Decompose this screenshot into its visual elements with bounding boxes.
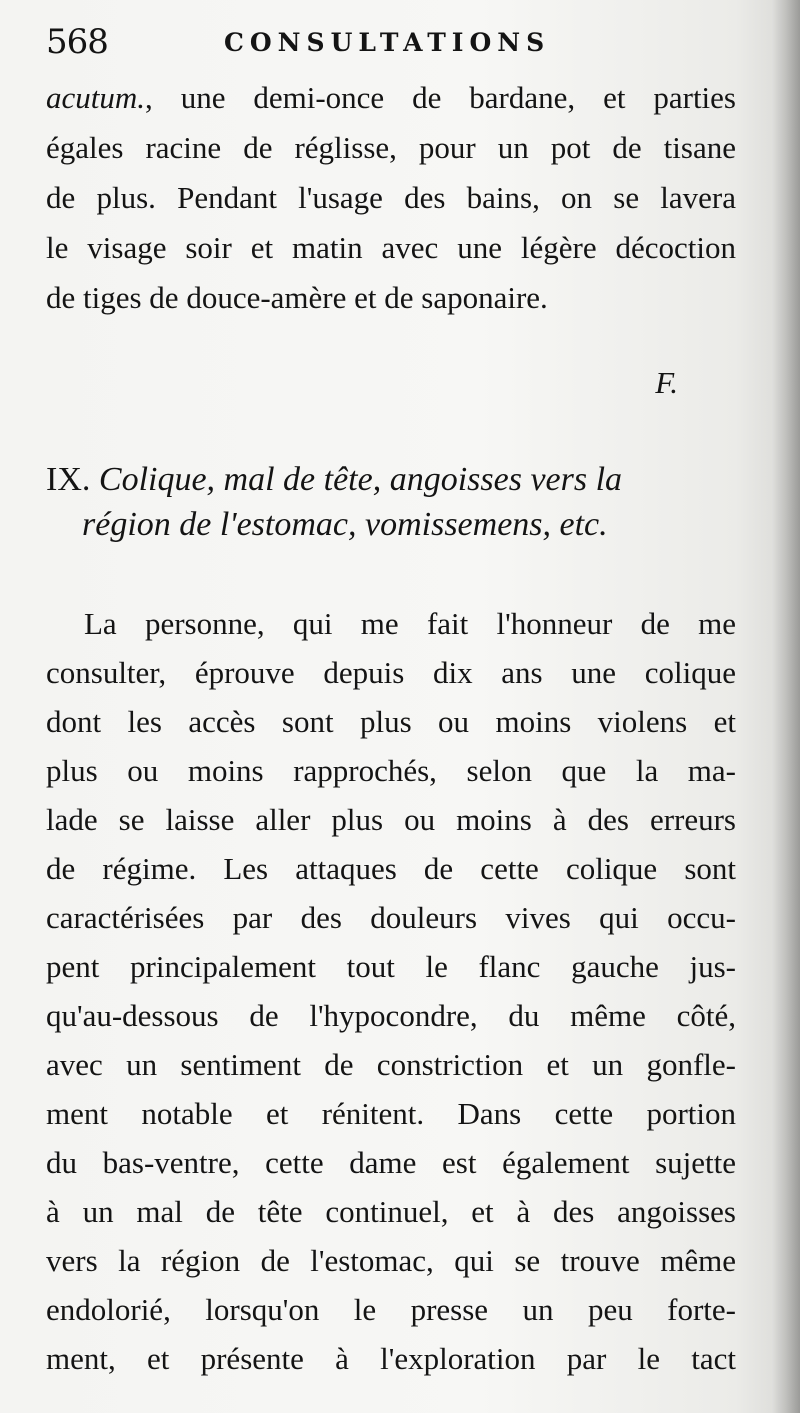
page-number: 568 xyxy=(46,22,108,62)
section-title-line-2: région de l'estomac, vomissemens, etc. xyxy=(82,506,608,543)
text-line: du bas-ventre, cette dame est également sujette xyxy=(46,1145,736,1180)
text-line: de régime. Les attaques de cette colique sont xyxy=(46,851,736,886)
text-line: caractérisées par des douleurs vives qui occu- xyxy=(46,900,736,935)
section-title-line-1: Colique, mal de tête, angoisses vers la xyxy=(98,461,623,498)
text-line: avec un sentiment de constriction et un gonfle- xyxy=(46,1047,736,1082)
section-numeral: IX. xyxy=(46,461,91,498)
text-line: qu'au-dessous de l'hypocondre, du même côté, xyxy=(46,998,736,1033)
text-line: de tiges de douce-amère et de saponaire. xyxy=(46,280,548,315)
text-line: plus ou moins rapprochés, selon que la ma- xyxy=(46,753,736,788)
text-line xyxy=(46,78,736,118)
text-line: égales racine de réglisse, pour un pot de tisane xyxy=(46,130,736,165)
text-line: ment notable et rénitent. Dans cette portion xyxy=(46,1096,736,1131)
running-title: CONSULTATIONS xyxy=(224,28,551,57)
text-line: lade se laisse aller plus ou moins à des erreurs xyxy=(46,802,736,837)
text-line: de plus. Pendant l'usage des bains, on se lavera xyxy=(46,180,736,215)
page-header xyxy=(46,22,746,72)
text-line: ment, et présente à l'exploration par le tact xyxy=(46,1341,736,1376)
text-line-rest: , une demi-once de bardane, et parties xyxy=(145,80,736,115)
text-line: à un mal de tête continuel, et à des angoisses xyxy=(46,1194,736,1229)
page-edge-shadow xyxy=(772,0,800,1413)
section-heading xyxy=(46,458,736,502)
text-line: dont les accès sont plus ou moins violens et xyxy=(46,704,736,739)
text-line: endolorié, lorsqu'on le presse un peu forte- xyxy=(46,1292,736,1327)
latin-word: acutum. xyxy=(46,80,146,115)
text-line: pent principalement tout le flanc gauche jus- xyxy=(46,949,736,984)
text-line: La personne, qui me fait l'honneur de me xyxy=(84,606,736,641)
text-line: le visage soir et matin avec une légère décoction xyxy=(46,230,736,265)
text-line: consulter, éprouve depuis dix ans une colique xyxy=(46,655,736,690)
text-line: vers la région de l'estomac, qui se trouve même xyxy=(46,1243,736,1278)
signature-initial: F. xyxy=(655,365,678,400)
